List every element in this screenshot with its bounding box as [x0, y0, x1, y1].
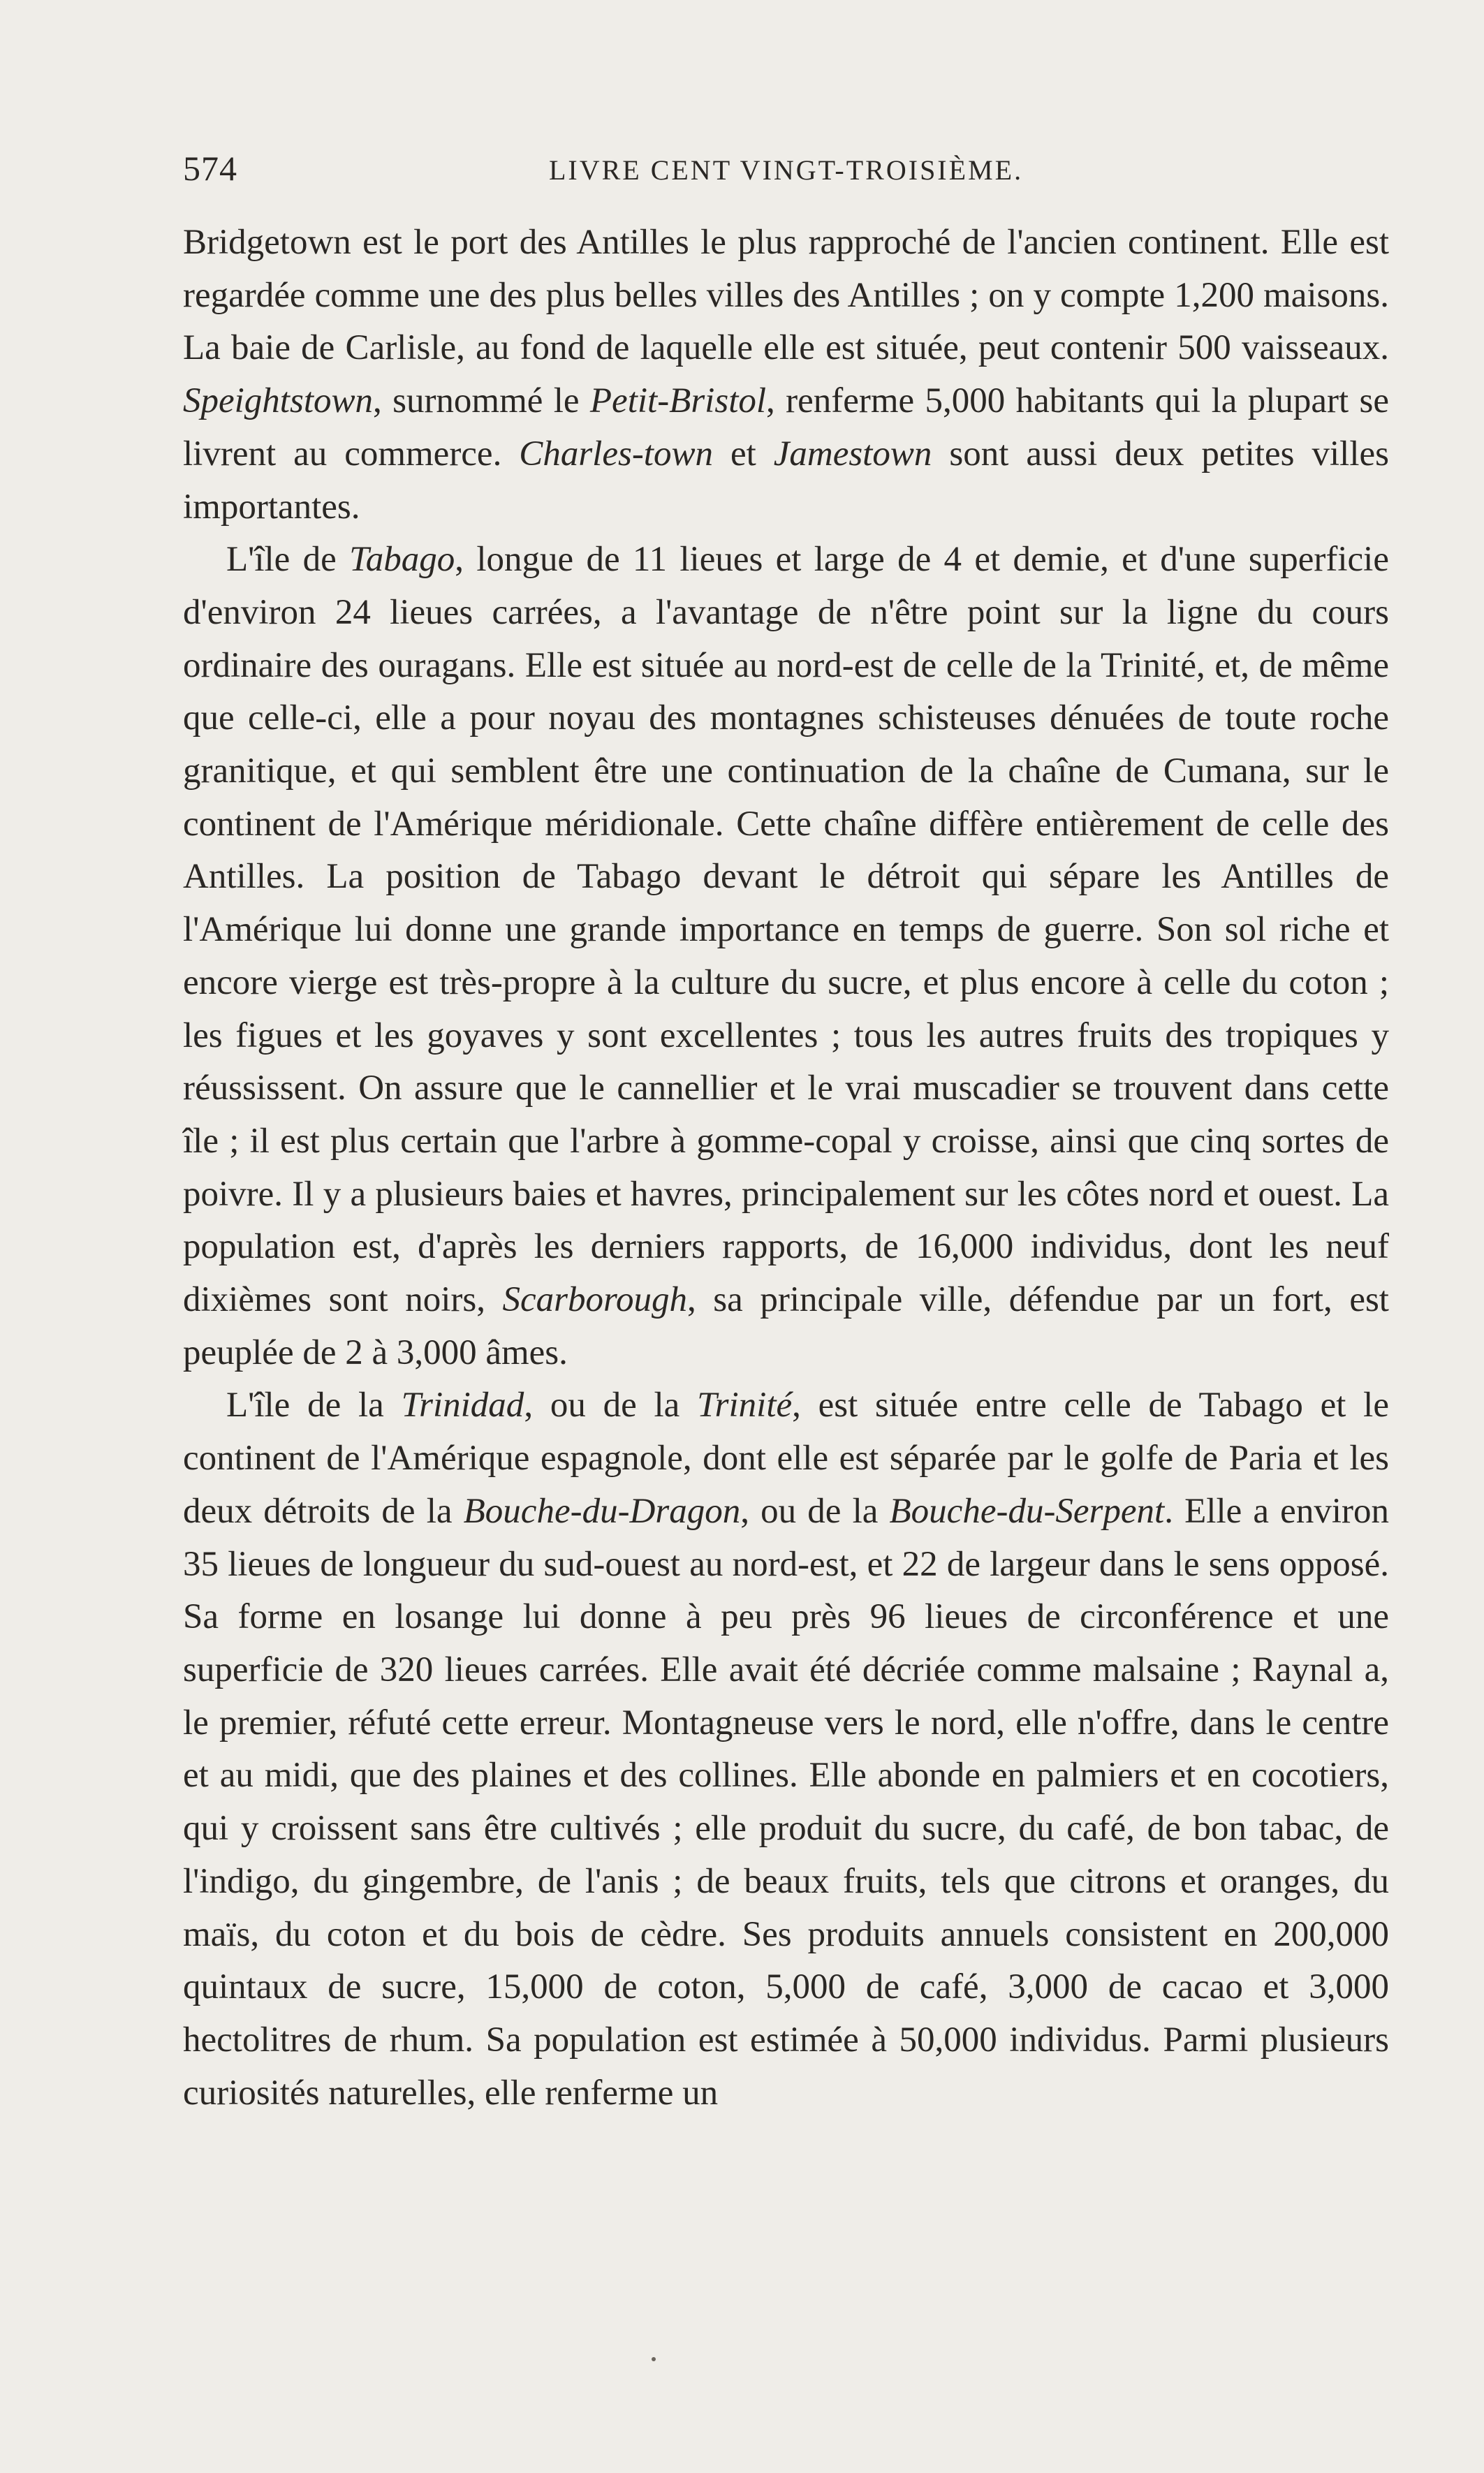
text-run: , est située entre celle de Tabago et le continent de l'Amérique espagnole, dont elle est séparée par le golfe de Paria et les deux détroits de la: [183, 1386, 1389, 1531]
page-mark: [652, 2357, 656, 2361]
italic-name: Bouche-du-Serpent: [889, 1491, 1165, 1531]
page-number: 574: [183, 149, 237, 188]
text-run: L'île de: [226, 540, 350, 580]
text-run: Bridgetown est le port des Antilles le plus rapproché de l'ancien continent. Elle est regardée comme une des plus belles villes des Antilles ; on y compte 1,200 maisons. La baie de Carlisle, au fond de laquelle elle est située, peut contenir 500 vaisseaux.: [183, 223, 1389, 368]
italic-name: Scarborough: [502, 1280, 687, 1320]
text-run: , ou de la: [524, 1386, 698, 1425]
italic-name: Jamestown: [773, 434, 932, 474]
text-run: , surnommé le: [373, 381, 590, 421]
text-run: . Elle a environ 35 lieues de longueur du sud-ouest au nord-est, et 22 de largeur dans le sens opposé. Sa forme en losange lui donne à peu près 96 lieues de circonférence et une superficie de 320 lieues carrées. Elle avait été décriée comme malsaine ; Raynal a, le premier, réfuté cette erreur. Montagneuse vers le nord, elle n'offre, dans le centre et au midi, que des plaines et des collines. Elle abonde en palmiers et en cocotiers, qui y croissent sans être cultivés ; elle produit du sucre, du café, de bon tabac, de l'indigo, du gingembre, de l'anis ; de beaux fruits, tels que citrons et oranges, du maïs, du coton et du bois de cèdre. Ses produits annuels consistent en 200,000 quintaux de sucre, 15,000 de coton, 5,000 de café, 3,000 de cacao et 3,000 hectolitres de rhum. Sa population est estimée à 50,000 individus. Parmi plusieurs curiosités naturelles, elle renferme un: [183, 1491, 1389, 2113]
text-run: , renferme 5,000 habitants qui la plupart se livrent au commerce.: [183, 381, 1389, 474]
italic-name: Tabago: [349, 540, 455, 580]
body-text: [183, 217, 1389, 2120]
text-run: , sa principale ville, défendue par un fort, est peuplée de 2 à 3,000 âmes.: [183, 1280, 1389, 1372]
text-run: et: [712, 434, 774, 474]
italic-name: Bouche-du-Dragon: [463, 1491, 741, 1531]
paragraph: [183, 217, 1389, 534]
italic-name: Charles-town: [519, 434, 713, 474]
text-run: , longue de 11 lieues et large de 4 et demie, et d'une superficie d'environ 24 lieues carrées, a l'avantage de n'être point sur la ligne du cours ordinaire des ouragans. Elle est située au nord-est de celle de la Trinité, et, de même que celle-ci, elle a pour noyau des montagnes schisteuses dénuées de toute roche granitique, et qui semblent être une continuation de la chaîne de Cumana, sur le continent de l'Amérique méridionale. Cette chaîne diffère entièrement de celle des Antilles. La position de Tabago devant le détroit qui sépare les Antilles de l'Amérique lui donne une grande importance en temps de guerre. Son sol riche et encore vierge est très-propre à la culture du sucre, et plus encore à celle du coton ; les figues et les goyaves y sont excellentes ; tous les autres fruits des tropiques y réussissent. On assure que le cannellier et le vrai muscadier se trouvent dans cette île ; il est plus certain que l'arbre à gomme-copal y croisse, ainsi que cinq sortes de poivre. Il y a plusieurs baies et havres, principalement sur les côtes nord et ouest. La population est, d'après les derniers rapports, de 16,000 individus, dont les neuf dixièmes sont noirs,: [183, 540, 1389, 1320]
italic-name: Speightstown: [183, 381, 374, 421]
italic-name: Trinité: [697, 1386, 793, 1425]
paragraph: [183, 534, 1389, 1379]
page-header: [183, 148, 1389, 197]
italic-name: Petit-Bristol: [589, 381, 767, 421]
paragraph: [183, 1379, 1389, 2120]
italic-name: Trinidad: [401, 1386, 524, 1425]
text-run: , ou de la: [740, 1491, 890, 1531]
text-run: L'île de la: [226, 1386, 402, 1425]
running-title: LIVRE CENT VINGT-TROISIÈME.: [548, 154, 1024, 186]
text-run: sont aussi deux petites villes importantes.: [183, 434, 1389, 527]
